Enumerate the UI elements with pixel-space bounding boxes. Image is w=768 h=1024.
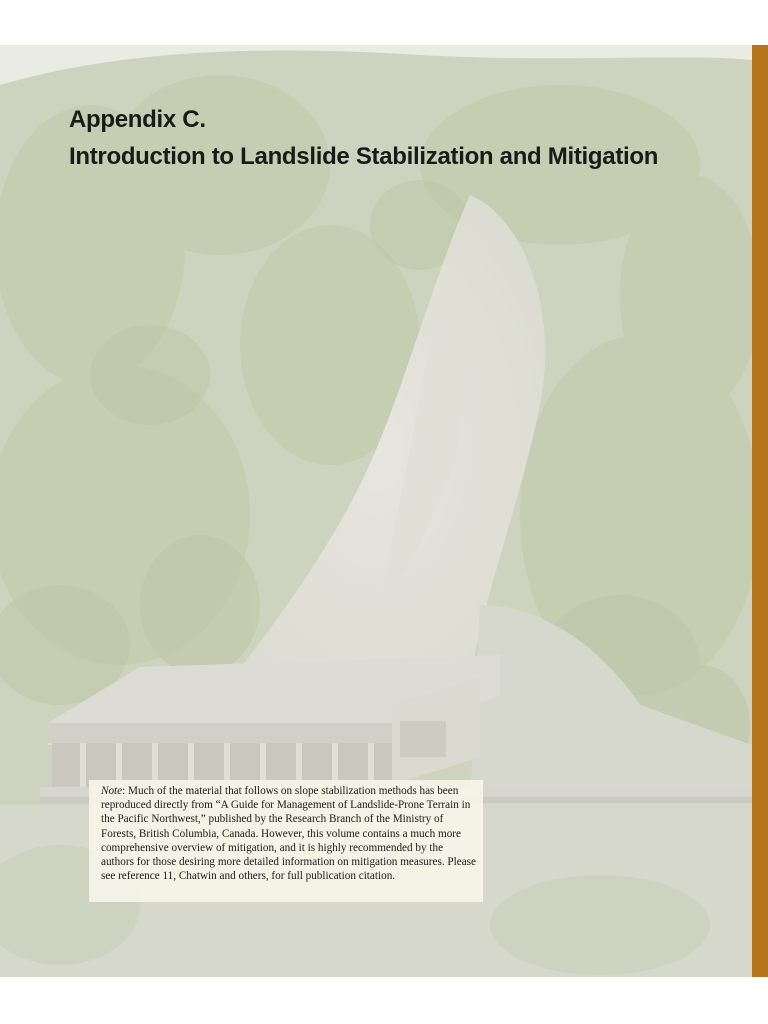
chapter-edge-bar [752, 45, 768, 977]
note-box [89, 780, 483, 902]
note-label: Note [101, 785, 123, 797]
appendix-heading [69, 101, 729, 175]
note-paragraph [101, 784, 477, 883]
appendix-label: Appendix C. [69, 106, 206, 133]
note-body: : Much of the material that follows on slope stabilization methods has been reproduced directly from “A Guide for Management of Landslide-Prone Terrain in the Pacific Northwest,” published by the Research Branch of the Ministry of Forests, British Columbia, Canada. However, this volume contains a much more comprehensive overview of mitigation, and it is highly recommended by the authors for those desiring more detailed information on mitigation measures. Please see reference 11, Chatwin and others, for full publication citation. [101, 785, 476, 883]
appendix-title: Introduction to Landslide Stabilization and Mitigation [69, 143, 659, 170]
